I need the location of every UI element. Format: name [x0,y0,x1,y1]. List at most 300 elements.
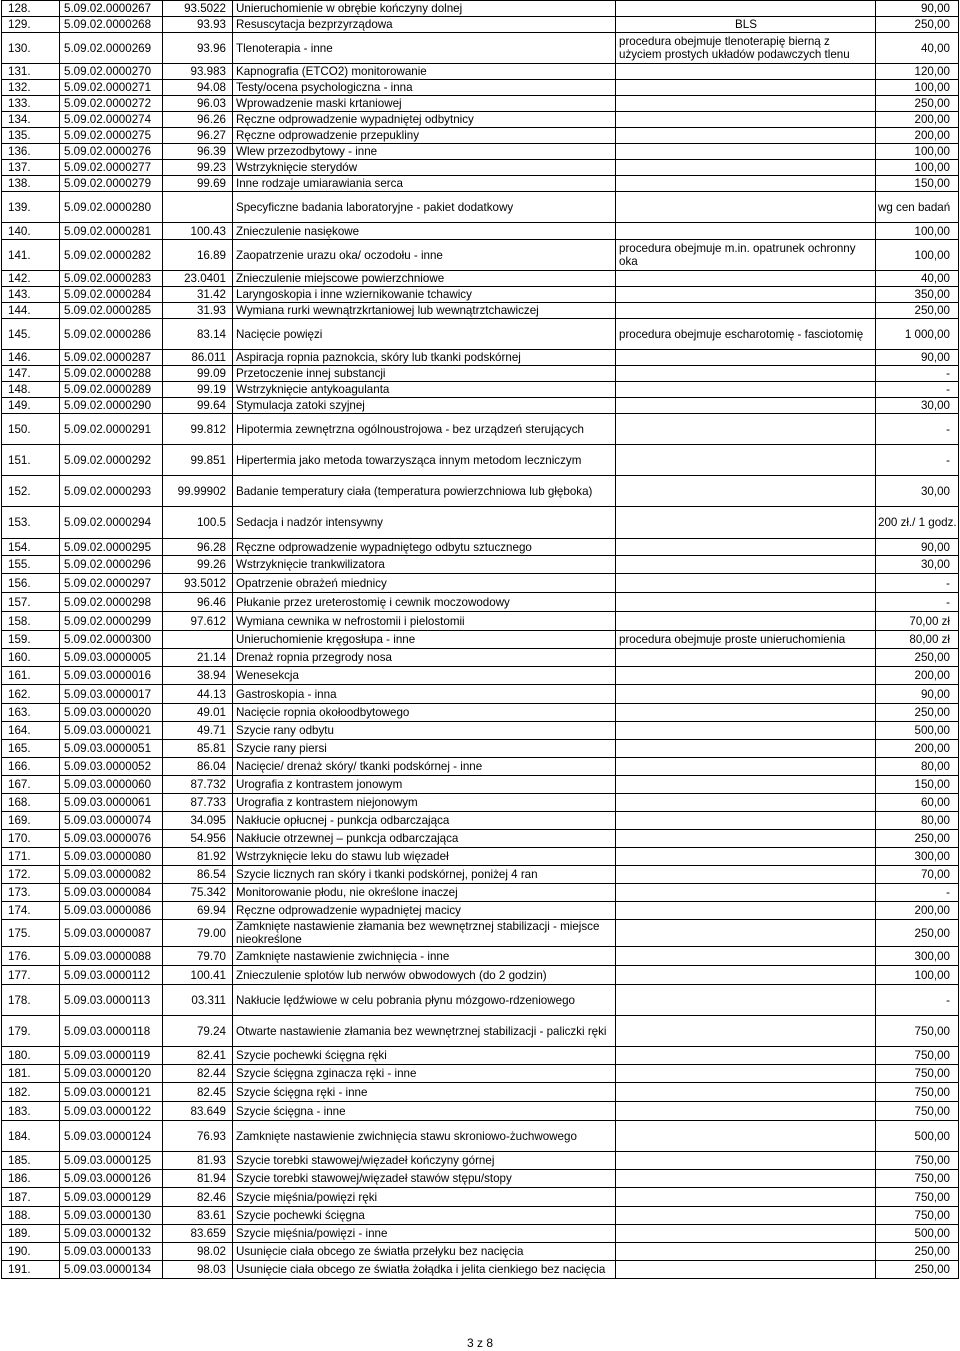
icd9-code: 54.956 [163,830,233,848]
page-number: 3 z 8 [466,1336,493,1350]
price-value: - [876,884,959,902]
price-value: 80,00 zł [876,631,959,649]
price-value: 200,00 [876,667,959,685]
procedure-note [616,776,876,794]
price-value: 150,00 [876,776,959,794]
procedure-code: 5.09.03.0000132 [60,1225,163,1243]
row-number: 188. [2,1207,60,1225]
procedure-note [616,947,876,966]
table-row [2,350,959,366]
price-value: 90,00 [876,539,959,556]
row-number: 190. [2,1243,60,1261]
procedure-note [616,398,876,414]
procedure-name: Urografia z kontrastem jonowym [233,776,616,794]
icd9-code: 76.93 [163,1121,233,1152]
procedure-name: Szycie pochewki ścięgna [233,1207,616,1225]
price-value: 250,00 [876,649,959,667]
row-number: 141. [2,240,60,271]
procedure-code: 5.09.03.0000124 [60,1121,163,1152]
table-row [2,1207,959,1225]
procedure-name: Przetoczenie innej substancji [233,366,616,382]
price-value: 100,00 [876,240,959,271]
procedure-code: 5.09.03.0000020 [60,704,163,722]
table-row [2,382,959,398]
procedure-name: Ręczne odprowadzenie wypadniętej odbytnicy [233,112,616,128]
price-value: 500,00 [876,722,959,740]
price-value: 250,00 [876,704,959,722]
price-value: 200,00 [876,740,959,758]
icd9-code: 99.812 [163,414,233,445]
icd9-code: 82.46 [163,1188,233,1207]
procedure-note [616,144,876,160]
procedure-code: 5.09.02.0000272 [60,96,163,112]
table-row [2,144,959,160]
table-row [2,287,959,303]
procedure-note [616,667,876,685]
procedure-note [616,1188,876,1207]
procedure-name: Szycie mięśnia/powięzi ręki [233,1188,616,1207]
row-number: 160. [2,649,60,667]
procedure-name: Gastroskopia - inna [233,685,616,704]
procedure-code: 5.09.02.0000296 [60,556,163,574]
procedure-note [616,740,876,758]
price-value: - [876,574,959,593]
procedure-note [616,80,876,96]
icd9-code: 86.54 [163,866,233,884]
procedure-code: 5.09.03.0000061 [60,794,163,812]
procedure-note [616,866,876,884]
icd9-code: 44.13 [163,685,233,704]
row-number: 142. [2,271,60,287]
price-value: 30,00 [876,476,959,507]
procedure-note [616,539,876,556]
procedure-name: Laryngoskopia i inne wziernikowanie tchawicy [233,287,616,303]
price-value: 100,00 [876,223,959,240]
price-value: - [876,985,959,1016]
icd9-code: 81.92 [163,848,233,866]
procedure-name: Szycie ścięgna ręki - inne [233,1083,616,1102]
price-value: - [876,366,959,382]
procedure-code: 5.09.02.0000271 [60,80,163,96]
icd9-code: 81.94 [163,1170,233,1188]
procedure-note [616,96,876,112]
row-number: 144. [2,303,60,319]
procedure-code: 5.09.02.0000293 [60,476,163,507]
procedure-code: 5.09.02.0000285 [60,303,163,319]
icd9-code: 79.70 [163,947,233,966]
table-row [2,319,959,350]
icd9-code: 83.61 [163,1207,233,1225]
procedure-note [616,574,876,593]
row-number: 191. [2,1261,60,1279]
icd9-code: 83.649 [163,1102,233,1121]
row-number: 139. [2,192,60,223]
icd9-code: 98.03 [163,1261,233,1279]
icd9-code: 69.94 [163,902,233,920]
procedure-name: Hipotermia zewnętrzna ogólnoustrojowa - bez urządzeń sterujących [233,414,616,445]
icd9-code: 93.5012 [163,574,233,593]
procedure-code: 5.09.02.0000274 [60,112,163,128]
procedure-name: Drenaż ropnia przegrody nosa [233,649,616,667]
procedure-note [616,192,876,223]
icd9-code: 31.93 [163,303,233,319]
price-value: 80,00 [876,758,959,776]
procedure-note [616,884,876,902]
procedure-code: 5.09.02.0000291 [60,414,163,445]
procedure-note [616,128,876,144]
table-row [2,740,959,758]
procedure-code: 5.09.03.0000088 [60,947,163,966]
table-row [2,1121,959,1152]
table-row [2,985,959,1016]
procedure-note [616,985,876,1016]
row-number: 161. [2,667,60,685]
icd9-code: 96.28 [163,539,233,556]
row-number: 143. [2,287,60,303]
icd9-code: 79.00 [163,920,233,947]
table-row [2,556,959,574]
procedure-name: Wstrzyknięcie sterydów [233,160,616,176]
price-value: 300,00 [876,848,959,866]
price-value: 500,00 [876,1121,959,1152]
price-value: 40,00 [876,33,959,64]
procedure-note [616,1243,876,1261]
price-value: 40,00 [876,271,959,287]
row-number: 150. [2,414,60,445]
price-list-table [1,0,959,1279]
icd9-code: 99.26 [163,556,233,574]
procedure-note [616,382,876,398]
procedure-code: 5.09.03.0000052 [60,758,163,776]
procedure-name: Stymulacja zatoki szyjnej [233,398,616,414]
row-number: 138. [2,176,60,192]
table-row [2,271,959,287]
procedure-code: 5.09.02.0000270 [60,64,163,80]
icd9-code: 99.64 [163,398,233,414]
procedure-name: Usunięcie ciała obcego ze światła żołądka i jelita cienkiego bez nacięcia [233,1261,616,1279]
icd9-code: 96.27 [163,128,233,144]
procedure-code: 5.09.02.0000282 [60,240,163,271]
procedure-name: Testy/ocena psychologiczna - inna [233,80,616,96]
procedure-note [616,445,876,476]
procedure-code: 5.09.02.0000289 [60,382,163,398]
icd9-code: 86.04 [163,758,233,776]
price-value: 120,00 [876,64,959,80]
procedure-name: Szycie licznych ran skóry i tkanki podskórnej, poniżej 4 ran [233,866,616,884]
icd9-code: 99.19 [163,382,233,398]
procedure-note [616,722,876,740]
table-row [2,17,959,33]
icd9-code: 82.41 [163,1047,233,1065]
row-number: 162. [2,685,60,704]
row-number: 131. [2,64,60,80]
row-number: 130. [2,33,60,64]
procedure-note [616,176,876,192]
row-number: 133. [2,96,60,112]
procedure-name: Nakłucie opłucnej - punkcja odbarczająca [233,812,616,830]
procedure-name: Znieczulenie nasiękowe [233,223,616,240]
procedure-name: Hipertermia jako metoda towarzysząca innym metodom leczniczym [233,445,616,476]
row-number: 179. [2,1016,60,1047]
procedure-note [616,1,876,17]
price-value: 90,00 [876,350,959,366]
row-number: 145. [2,319,60,350]
row-number: 146. [2,350,60,366]
row-number: 169. [2,812,60,830]
table-row [2,128,959,144]
price-value: 70,00 zł [876,612,959,631]
price-value: 250,00 [876,920,959,947]
procedure-note [616,1083,876,1102]
price-value: - [876,382,959,398]
table-row [2,722,959,740]
price-value: - [876,593,959,612]
icd9-code: 83.14 [163,319,233,350]
icd9-code: 87.733 [163,794,233,812]
procedure-name: Ręczne odprowadzenie przepukliny [233,128,616,144]
price-value: 100,00 [876,966,959,985]
procedure-note [616,1261,876,1279]
row-number: 134. [2,112,60,128]
table-row [2,947,959,966]
table-row [2,902,959,920]
procedure-code: 5.09.02.0000300 [60,631,163,649]
procedure-name: Szycie torebki stawowej/więzadeł stawów stępu/stopy [233,1170,616,1188]
procedure-name: Tlenoterapia - inne [233,33,616,64]
procedure-code: 5.09.02.0000280 [60,192,163,223]
table-row [2,366,959,382]
procedure-note [616,1152,876,1170]
procedure-name: Inne rodzaje umiarawiania serca [233,176,616,192]
icd9-code: 49.01 [163,704,233,722]
row-number: 158. [2,612,60,631]
price-value: - [876,414,959,445]
price-value: 750,00 [876,1152,959,1170]
procedure-note [616,758,876,776]
price-value: 750,00 [876,1102,959,1121]
row-number: 156. [2,574,60,593]
procedure-code: 5.09.03.0000005 [60,649,163,667]
procedure-name: Wymiana cewnika w nefrostomii i pielostomii [233,612,616,631]
table-row [2,414,959,445]
icd9-code: 93.5022 [163,1,233,17]
procedure-note [616,848,876,866]
procedure-name: Usunięcie ciała obcego ze światła przełyku bez nacięcia [233,1243,616,1261]
procedure-code: 5.09.02.0000279 [60,176,163,192]
table-row [2,848,959,866]
table-row [2,1083,959,1102]
procedure-name: Nakłucie otrzewnej – punkcja odbarczająca [233,830,616,848]
price-value: 300,00 [876,947,959,966]
table-row [2,398,959,414]
procedure-note [616,64,876,80]
price-value: 750,00 [876,1016,959,1047]
procedure-note [616,1065,876,1083]
row-number: 172. [2,866,60,884]
procedure-code: 5.09.02.0000269 [60,33,163,64]
row-number: 177. [2,966,60,985]
procedure-name: Sedacja i nadzór intensywny [233,507,616,539]
icd9-code: 96.46 [163,593,233,612]
procedure-note [616,1207,876,1225]
table-row [2,1261,959,1279]
row-number: 174. [2,902,60,920]
procedure-note [616,794,876,812]
procedure-name: Wstrzyknięcie antykoagulanta [233,382,616,398]
row-number: 168. [2,794,60,812]
icd9-code: 96.03 [163,96,233,112]
table-row [2,830,959,848]
procedure-note: BLS [616,17,876,33]
procedure-code: 5.09.02.0000281 [60,223,163,240]
price-value: 750,00 [876,1083,959,1102]
icd9-code: 99.69 [163,176,233,192]
procedure-code: 5.09.03.0000118 [60,1016,163,1047]
procedure-note [616,271,876,287]
procedure-code: 5.09.03.0000119 [60,1047,163,1065]
table-row [2,966,959,985]
icd9-code: 85.81 [163,740,233,758]
procedure-code: 5.09.02.0000284 [60,287,163,303]
procedure-name: Znieczulenie splotów lub nerwów obwodowych (do 2 godzin) [233,966,616,985]
procedure-code: 5.09.02.0000297 [60,574,163,593]
row-number: 148. [2,382,60,398]
procedure-code: 5.09.03.0000125 [60,1152,163,1170]
table-row [2,1170,959,1188]
row-number: 171. [2,848,60,866]
procedure-name: Kapnografia (ETCO2) monitorowanie [233,64,616,80]
procedure-code: 5.09.02.0000295 [60,539,163,556]
procedure-code: 5.09.02.0000290 [60,398,163,414]
procedure-code: 5.09.03.0000130 [60,1207,163,1225]
row-number: 178. [2,985,60,1016]
procedure-code: 5.09.03.0000051 [60,740,163,758]
procedure-note [616,830,876,848]
procedure-note [616,350,876,366]
price-value: 500,00 [876,1225,959,1243]
row-number: 137. [2,160,60,176]
icd9-code: 100.5 [163,507,233,539]
icd9-code: 82.45 [163,1083,233,1102]
price-value: 750,00 [876,1207,959,1225]
procedure-code: 5.09.03.0000113 [60,985,163,1016]
row-number: 182. [2,1083,60,1102]
table-row [2,884,959,902]
procedure-code: 5.09.03.0000080 [60,848,163,866]
icd9-code: 93.96 [163,33,233,64]
procedure-name: Szycie mięśnia/powięzi - inne [233,1225,616,1243]
row-number: 176. [2,947,60,966]
procedure-code: 5.09.03.0000134 [60,1261,163,1279]
procedure-code: 5.09.02.0000283 [60,271,163,287]
icd9-code: 96.39 [163,144,233,160]
price-value: 150,00 [876,176,959,192]
row-number: 167. [2,776,60,794]
procedure-note [616,287,876,303]
price-value: 250,00 [876,1243,959,1261]
icd9-code: 82.44 [163,1065,233,1083]
row-number: 155. [2,556,60,574]
procedure-note [616,812,876,830]
procedure-name: Badanie temperatury ciała (temperatura powierzchniowa lub głęboka) [233,476,616,507]
procedure-name: Znieczulenie miejscowe powierzchniowe [233,271,616,287]
row-number: 129. [2,17,60,33]
table-row [2,303,959,319]
procedure-name: Unieruchomienie w obrębie kończyny dolnej [233,1,616,17]
price-value: 200 zł./ 1 godz. [876,507,959,539]
procedure-code: 5.09.02.0000288 [60,366,163,382]
procedure-note: procedura obejmuje escharotomię - fasciotomię [616,319,876,350]
row-number: 166. [2,758,60,776]
procedure-code: 5.09.03.0000084 [60,884,163,902]
row-number: 165. [2,740,60,758]
procedure-note: procedura obejmuje m.in. opatrunek ochronny oka [616,240,876,271]
price-value: 250,00 [876,303,959,319]
procedure-name: Wstrzyknięcie leku do stawu lub więzadeł [233,848,616,866]
procedure-name: Szycie rany odbytu [233,722,616,740]
table-row [2,758,959,776]
row-number: 140. [2,223,60,240]
row-number: 154. [2,539,60,556]
table-row [2,33,959,64]
procedure-name: Otwarte nastawienie złamania bez wewnętrznej stabilizacji - paliczki ręki [233,1016,616,1047]
price-value: 100,00 [876,144,959,160]
price-value: - [876,445,959,476]
table-row [2,223,959,240]
price-value: 100,00 [876,80,959,96]
procedure-note [616,685,876,704]
price-value: 250,00 [876,1261,959,1279]
icd9-code: 99.99902 [163,476,233,507]
table-row [2,507,959,539]
price-value: 200,00 [876,902,959,920]
procedure-name: Ręczne odprowadzenie wypadniętego odbytu sztucznego [233,539,616,556]
procedure-name: Unieruchomienie kręgosłupa - inne [233,631,616,649]
procedure-note [616,704,876,722]
row-number: 164. [2,722,60,740]
table-row [2,685,959,704]
table-row [2,593,959,612]
procedure-note [616,414,876,445]
procedure-code: 5.09.02.0000299 [60,612,163,631]
row-number: 132. [2,80,60,96]
price-value: 750,00 [876,1188,959,1207]
procedure-code: 5.09.03.0000074 [60,812,163,830]
row-number: 189. [2,1225,60,1243]
procedure-name: Specyficzne badania laboratoryjne - pakiet dodatkowy [233,192,616,223]
table-body [2,1,959,1279]
row-number: 185. [2,1152,60,1170]
price-value: 250,00 [876,830,959,848]
procedure-note [616,649,876,667]
price-value: 350,00 [876,287,959,303]
icd9-code: 79.24 [163,1016,233,1047]
icd9-code: 96.26 [163,112,233,128]
icd9-code: 99.851 [163,445,233,476]
procedure-name: Urografia z kontrastem niejonowym [233,794,616,812]
procedure-name: Wstrzyknięcie trankwilizatora [233,556,616,574]
procedure-note [616,1047,876,1065]
price-value: 30,00 [876,398,959,414]
procedure-name: Wenesekcja [233,667,616,685]
price-value: 80,00 [876,812,959,830]
procedure-name: Nakłucie lędźwiowe w celu pobrania płynu mózgowo-rdzeniowego [233,985,616,1016]
icd9-code: 93.93 [163,17,233,33]
procedure-name: Szycie ścięgna zginacza ręki - inne [233,1065,616,1083]
row-number: 159. [2,631,60,649]
procedure-note [616,1225,876,1243]
icd9-code: 93.983 [163,64,233,80]
